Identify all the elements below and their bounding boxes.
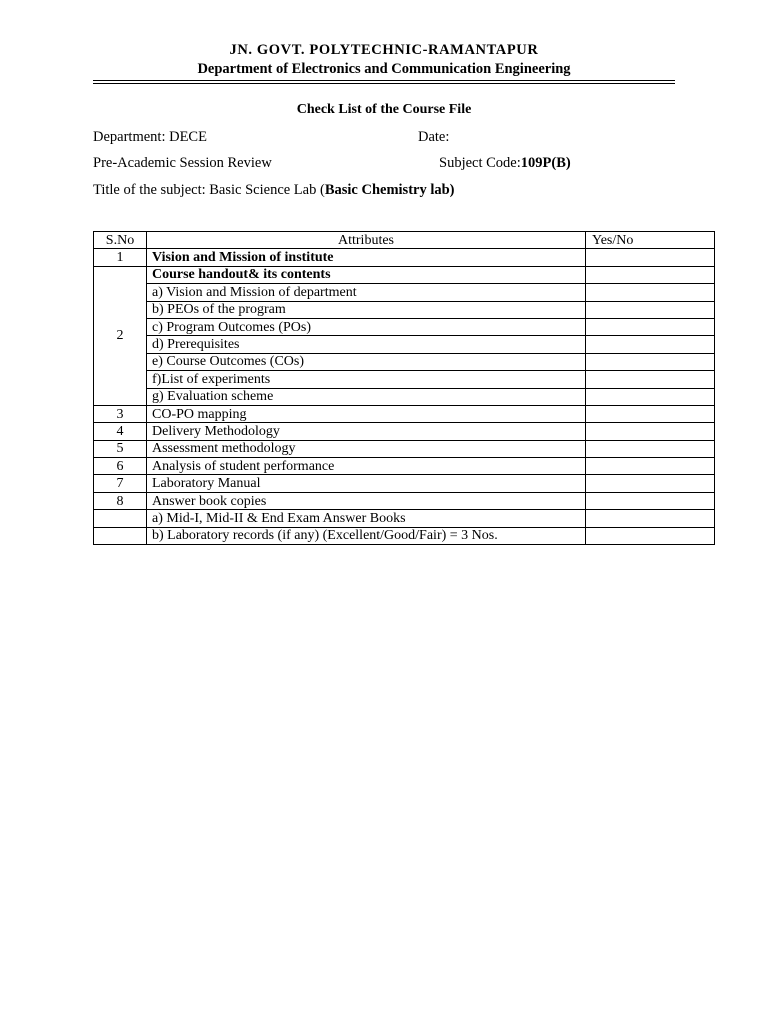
row-sno: 5 [94, 440, 147, 457]
table-row [94, 284, 715, 301]
table-row [94, 527, 715, 544]
row-attribute: a) Vision and Mission of department [147, 284, 586, 301]
table-row [94, 423, 715, 440]
row-attribute: f)List of experiments [147, 371, 586, 388]
table-row [94, 388, 715, 405]
row-yesno-cell[interactable] [586, 510, 715, 527]
row-attribute: Vision and Mission of institute [147, 249, 586, 266]
row-attribute: g) Evaluation scheme [147, 388, 586, 405]
row-sno: 7 [94, 475, 147, 492]
table-row [94, 492, 715, 509]
document-title: Check List of the Course File [296, 102, 472, 117]
row-sno: 4 [94, 423, 147, 440]
table-row [94, 440, 715, 457]
table-row [94, 510, 715, 527]
row-attribute: a) Mid-I, Mid-II & End Exam Answer Books [147, 510, 586, 527]
subject-title-label: Title of the subject: Basic Science Lab ( [93, 182, 325, 198]
row-sno: 3 [94, 405, 147, 422]
row-yesno-cell[interactable] [586, 492, 715, 509]
table-row [94, 371, 715, 388]
subject-code-value: 109P(B) [520, 155, 571, 171]
row-yesno-cell[interactable] [586, 336, 715, 353]
table-row [94, 458, 715, 475]
subject-title-value: Basic Chemistry lab) [324, 182, 455, 198]
row-attribute: b) PEOs of the program [147, 301, 586, 318]
row-yesno-cell[interactable] [586, 371, 715, 388]
table-row [94, 405, 715, 422]
attributes-header: Attributes [147, 232, 586, 249]
row-yesno-cell[interactable] [586, 458, 715, 475]
row-attribute: b) Laboratory records (if any) (Excellent/Good/Fair) = 3 Nos. [147, 527, 586, 544]
department-field: Department: DECE [93, 129, 207, 145]
table-row [94, 475, 715, 492]
row-yesno-cell[interactable] [586, 284, 715, 301]
row-yesno-cell[interactable] [586, 405, 715, 422]
header-divider-top [93, 80, 675, 81]
row-attribute: Analysis of student performance [147, 458, 586, 475]
session-field: Pre-Academic Session Review [93, 155, 272, 171]
row-yesno-cell[interactable] [586, 423, 715, 440]
row-yesno-cell[interactable] [586, 249, 715, 266]
date-field: Date: [418, 129, 450, 145]
row-attribute: CO-PO mapping [147, 405, 586, 422]
row-yesno-cell[interactable] [586, 388, 715, 405]
table-row [94, 266, 715, 283]
row-sno: 2 [94, 266, 147, 405]
table-row [94, 301, 715, 318]
row-yesno-cell[interactable] [586, 353, 715, 370]
row-yesno-cell[interactable] [586, 527, 715, 544]
row-yesno-cell[interactable] [586, 266, 715, 283]
yesno-header: Yes/No [586, 232, 715, 249]
subject-title-field [93, 182, 455, 199]
subject-code-label: Subject Code: [439, 155, 521, 171]
row-sno [94, 527, 147, 544]
row-attribute: Answer book copies [147, 492, 586, 509]
table-header-row [94, 232, 715, 249]
row-attribute: c) Program Outcomes (POs) [147, 318, 586, 335]
sno-header: S.No [94, 232, 147, 249]
subject-code-field [439, 155, 571, 172]
row-attribute: Delivery Methodology [147, 423, 586, 440]
header-divider-bottom [93, 83, 675, 84]
row-yesno-cell[interactable] [586, 440, 715, 457]
row-attribute: e) Course Outcomes (COs) [147, 353, 586, 370]
row-yesno-cell[interactable] [586, 318, 715, 335]
row-yesno-cell[interactable] [586, 475, 715, 492]
table-row [94, 353, 715, 370]
row-sno: 1 [94, 249, 147, 266]
row-attribute: Assessment methodology [147, 440, 586, 457]
institute-name: JN. GOVT. POLYTECHNIC-RAMANTAPUR [229, 42, 539, 58]
row-sno: 8 [94, 492, 147, 509]
row-sno [94, 510, 147, 527]
row-yesno-cell[interactable] [586, 301, 715, 318]
checklist-table [93, 231, 715, 545]
row-attribute: d) Prerequisites [147, 336, 586, 353]
table-row [94, 318, 715, 335]
row-attribute: Course handout& its contents [147, 266, 586, 283]
row-sno: 6 [94, 458, 147, 475]
department-name: Department of Electronics and Communication Engineering [197, 61, 571, 77]
table-row [94, 336, 715, 353]
table-row [94, 249, 715, 266]
row-attribute: Laboratory Manual [147, 475, 586, 492]
